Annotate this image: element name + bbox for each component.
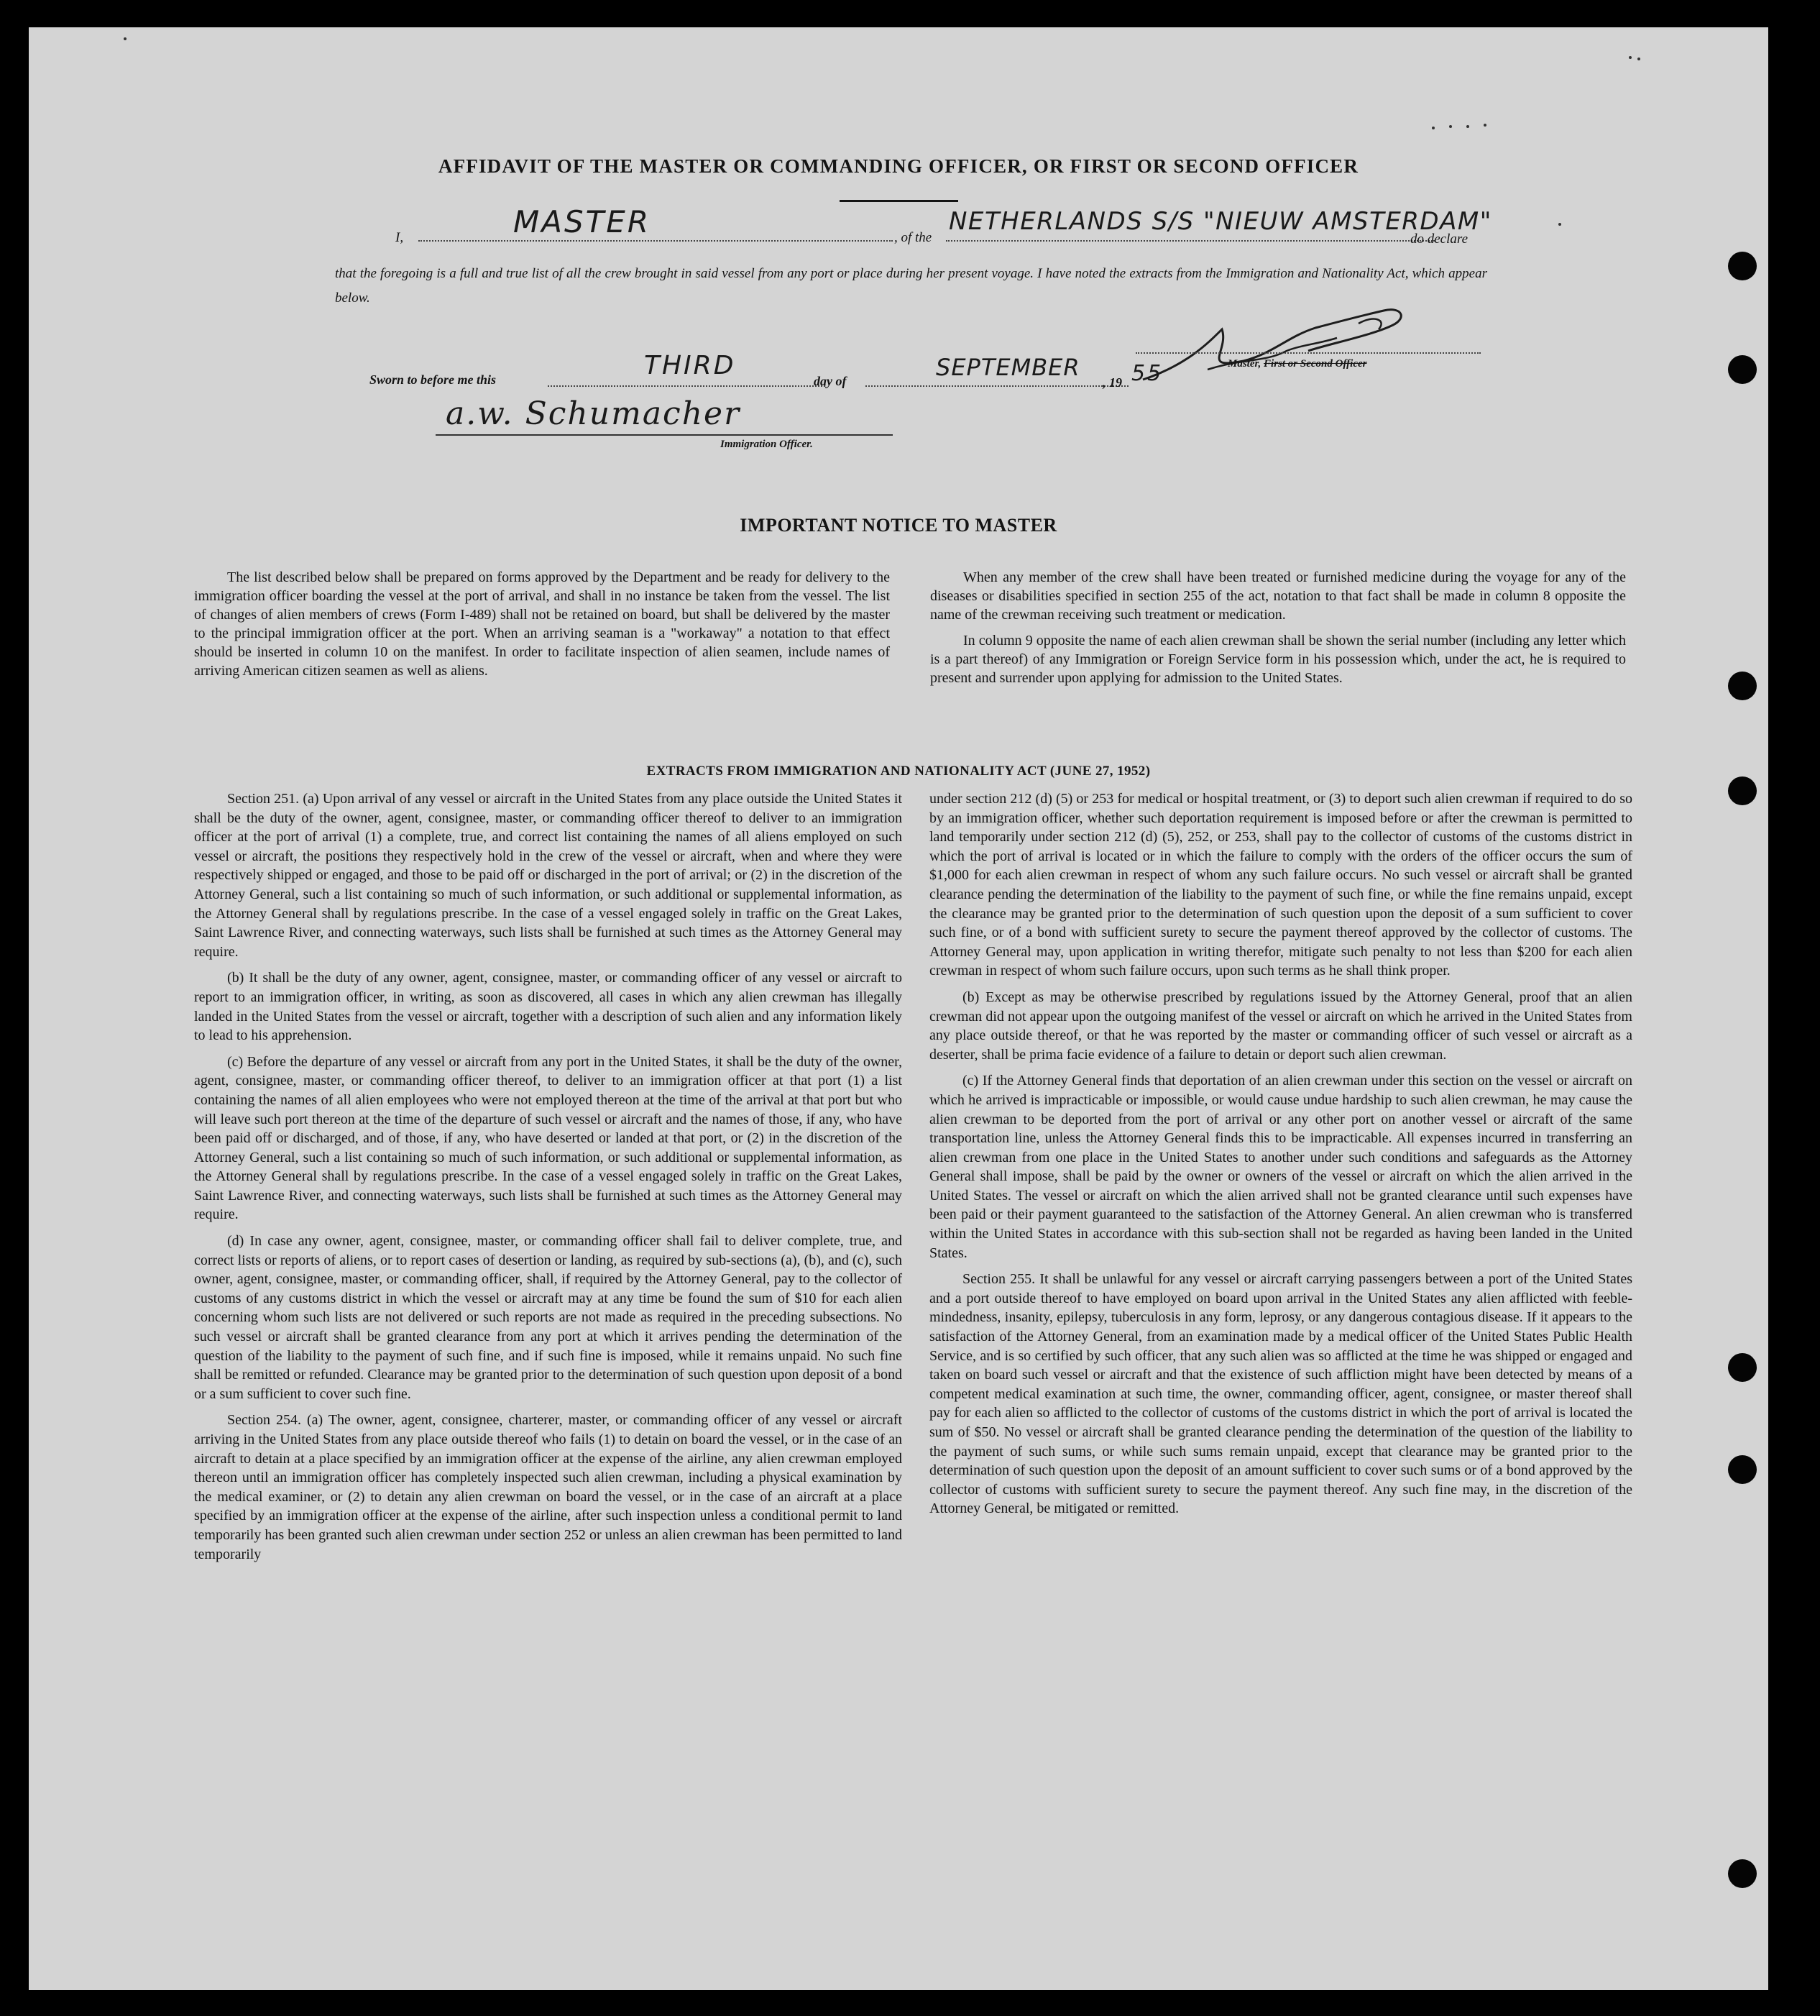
act-left-column: [194, 789, 902, 1571]
master-fill-line: [1136, 352, 1481, 354]
act-paragraph: (c) If the Attorney General finds that deportation of an alien crewman under this section on the vessel or aircraft on which he arrived is impracticable or impossible, or would cause undue hardship to such alien crewman, he may cause the alien crewman to be deported from the port of arrival or any other port on another vessel or aircraft of the same transportation line, unless the Attorney General finds this to be impracticable. All expenses incurred in transferring an alien crewman from one place in the United States to another under such conditions and safeguards as the Attorney General shall impose, shall be paid by the owner or owners of the vessel or aircraft on which the alien arrived in the United States. The vessel or aircraft on which the alien arrived shall not be granted clearance until such expenses have been paid or their payment guaranteed to the satisfaction of the Attorney General. An alien crewman who is transferred within the United States in accordance with this sub-section shall not be regarded as having been landed in the United States.: [929, 1073, 1632, 1261]
punch-hole: [1728, 1859, 1757, 1888]
act-paragraph: (b) Except as may be otherwise prescribed by regulations issued by the Attorney General, proof that an alien crewman did not appear upon the outgoing manifest of the vessel or aircraft on which he arrived in the United States from any place outside thereof, or that he was reported by the master or commanding officer of such vessel or aircraft as a deserter, shall be prima facie evidence of a failure to detain or deport such alien crewman.: [929, 989, 1632, 1063]
act-paragraph: (d) In case any owner, agent, consignee, master, or commanding officer shall fail to deliver complete, true, and correct lists or reports of aliens, or to report cases of desertion or landing, as required by sub-sections (a), (b), and (c), such owner, agent, consignee, master, or commanding officer, shall, if required by the Attorney General, pay to the collector of customs of any customs district in which the vessel or aircraft may at any time be found the sum of $10 for each alien concerning whom such lists are not delivered or such reports are not made as required in the preceding subsections. No such vessel or aircraft shall be granted clearance from any port at which it arrives pending the determination of the question of the liability to the payment of such fine, and if such fine is imposed, while it remains unpaid. No such fine shall be remitted or refunded. Clearance may be granted prior to the determination of such question upon deposit of a bond or a sum sufficient to cover such fine.: [194, 1233, 902, 1402]
day-of-label: day of: [814, 374, 847, 388]
title-rule: [840, 200, 958, 202]
sworn-label: Sworn to before me this: [369, 372, 497, 387]
master-caption-label: Master,: [1228, 358, 1261, 370]
punch-hole: [1728, 672, 1757, 700]
speck: [1449, 125, 1452, 128]
act-paragraph: under section 212 (d) (5) or 253 for medical or hospital treatment, or (3) to deport such alien crewman if required to do so by an immigration officer, whether such deportation requirement is imposed before or after the crewman is permitted to land temporarily under section 212 (d) (5), 252, or 253, shall pay to the collector of customs of the customs district in which the port of arrival is located or in which the failure to comply with the orders of the officer occurs the sum of $1,000 for each alien crewman in respect of whom any such failure occurs. No such vessel or aircraft shall be granted clearance pending the determination of the liability to the payment of such fine, or while the fine remains unpaid, except the clearance may be granted prior to the determination of such question upon the deposit of a sum sufficient to cover such fine, or of a bond with sufficient surety to secure the payment thereof approved by the collector of customs. The Attorney General may, upon application in writing therefor, mitigate such penalty to not less than $200 for each alien crewman in respect of whom such failure occurs, upon such terms as he shall think proper.: [929, 791, 1632, 979]
vessel-value: NETHERLANDS S/S "NIEUW AMSTERDAM": [949, 207, 1492, 236]
month-value: SEPTEMBER: [936, 354, 1080, 381]
officer-signature: a.w. Schumacher: [446, 395, 741, 432]
speck: [1629, 56, 1632, 59]
affidavit-title: AFFIDAVIT OF THE MASTER OR COMMANDING OFFICER, OR FIRST OR SECOND OFFICER: [438, 155, 1359, 177]
master-caption-struck: First or Second Officer: [1264, 358, 1367, 370]
vessel-fill-line: [946, 240, 1435, 242]
document-page: [29, 27, 1768, 1990]
notice-paragraph: The list described below shall be prepared on forms approved by the Department and be ready for delivery to the immigration officer boarding the vessel at the port of arrival, and shall in no instance be taken from the vessel. The list of changes of alien members of crews (Form I-489) shall not be retained on board, but shall be delivered by the master to the principal immigration officer at the port. When an arriving seaman is a "workaway" a notation to that effect should be inserted in column 10 on the manifest. In order to facilitate inspection of alien seamen, include names of arriving American citizen seamen as well as aliens.: [194, 569, 890, 679]
speck: [1484, 124, 1486, 127]
of-the-label: , of the: [894, 230, 932, 245]
notice-left-column: [194, 568, 890, 687]
declaration-text: that the foregoing is a full and true list of all the crew brought in said vessel from any port or place during her present voyage. I have noted the extracts from the Immigration and Nationality Act, which appear below.: [335, 266, 1487, 306]
punch-hole: [1728, 252, 1757, 280]
notice-paragraph: When any member of the crew shall have been treated or furnished medicine during the voyage for any of the diseases or disabilities specified in section 255 of the act, notation to that fact shall be made in column 8 opposite the name of the crewman receiving such treatment or medication.: [930, 569, 1626, 623]
officer-fill-line: [436, 434, 893, 436]
speck: [1558, 223, 1561, 226]
day-value: THIRD: [644, 351, 736, 380]
declare-label: do declare: [1410, 232, 1469, 247]
act-paragraph: Section 254. (a) The owner, agent, consignee, charterer, master, or commanding officer of any vessel or aircraft arriving in the United States from any place outside thereof who fails (1) to detain on board the vessel, or in the case of an aircraft to detain at a place specified by an immigration officer at the expense of the airline, any alien crewman employed thereon until an immigration officer has completely inspected such alien crewman, including a physical examination by the medical examiner, or (2) to detain any alien crewman on board the vessel, or in the case of an aircraft at a place specified by an immigration officer at the expense of the airline, after such inspection unless a conditional permit to land temporarily has been granted such alien crewman under section 252 or unless an alien crewman has been permitted to land temporarily: [194, 1412, 902, 1562]
punch-hole: [1728, 1353, 1757, 1382]
i-label: I,: [395, 230, 404, 245]
act-paragraph: Section 251. (a) Upon arrival of any vessel or aircraft in the United States from any place outside the United States it shall be the duty of the owner, agent, consignee, master, or commanding officer thereof to deliver to an immigration officer at the port of arrival (1) a complete, true, and correct list containing the names of all aliens employed on such vessel or aircraft, the positions they respectively hold in the crew of the vessel or aircraft, when and where they were respectively shipped or engaged, and those to be paid off or discharged in the port of arrival; or (2) in the discretion of the Attorney General, such a list containing so much of such information, or such additional or supplemental information, as the Attorney General shall by regulations prescribe. In the case of a vessel engaged solely in traffic on the Great Lakes, Saint Lawrence River, and connecting waterways, such lists shall be furnished at such times as the Attorney General may require.: [194, 791, 902, 960]
month-fill-line: [865, 385, 1129, 387]
notice-right-column: [930, 568, 1626, 695]
extracts-title: EXTRACTS FROM IMMIGRATION AND NATIONALITY ACT (JUNE 27, 1952): [646, 764, 1151, 779]
act-paragraph: Section 255. It shall be unlawful for any vessel or aircraft carrying passengers between a port of the United States and a port outside thereof to have employed on board upon arrival in the United States any alien afflicted with feeble-mindedness, insanity, epilepsy, tuberculosis in any form, leprosy, or any dangerous contagious disease. If it appears to the satisfaction of the Attorney General, from an examination made by a medical officer of the United States Public Health Service, and is so certified by such officer, that any such alien was so afflicted at the time he was shipped or engaged and taken on board such vessel or aircraft and that the existence of such affliction might have been detected by means of a competent medical examination at such time, the owner, commanding officer, agent, consignee, or master thereof shall pay for each alien so afflicted to the collector of customs of the customs district in which the port of arrival is located the sum of $50. No vessel or aircraft shall be granted clearance pending the determination of the question of the liability to the payment of such sums, or while such sums remain unpaid, except that clearance may be granted prior to the determination of such question upon the deposit of an amount sufficient to cover such sums or of a bond approved by the collector of customs with sufficient surety to secure the payment thereof. Any such fine may, in the discretion of the Attorney General, be mitigated or remitted.: [929, 1271, 1632, 1517]
act-right-column: [929, 789, 1632, 1526]
notice-title: IMPORTANT NOTICE TO MASTER: [740, 515, 1057, 536]
speck: [1432, 127, 1435, 129]
speck: [1637, 58, 1640, 60]
year-value: 55: [1131, 361, 1164, 386]
speck: [1466, 125, 1469, 128]
year-prefix: , 19: [1103, 375, 1122, 390]
master-caption: [1228, 358, 1367, 370]
notice-paragraph: In column 9 opposite the name of each alien crewman shall be shown the serial number (including any letter which is a part thereof) of any Immigration or Foreign Service form in his possession which, under the act, he is required to present and surrender upon applying for admission to the United States.: [930, 633, 1626, 686]
punch-hole: [1728, 355, 1757, 384]
officer-caption: Immigration Officer.: [720, 439, 813, 450]
act-paragraph: (b) It shall be the duty of any owner, agent, consignee, master, or commanding officer of any vessel or aircraft to report to an immigration officer, in writing, as soon as discovered, all cases in which any alien crewman has illegally landed in the United States from the vessel or aircraft, together with a description of such alien and any information likely to lead to his apprehension.: [194, 970, 902, 1044]
day-fill-line: [548, 385, 825, 387]
act-paragraph: (c) Before the departure of any vessel or aircraft from any port in the United States, it shall be the duty of the owner, agent, consignee, master, or commanding officer thereof, to deliver to an immigration officer at that port (1) a list containing the names of all alien employees who were not employed thereon at the time of the arrival at that port but who will leave such port thereon at the time of the departure of such vessel or aircraft and the names of those, if any, who have been paid off or discharged, and of those, if any, who have deserted or landed at that port, or (2) in the discretion of the Attorney General, such a list containing so much of such information, or such additional or supplemental information, as the Attorney General shall by regulations prescribe. In the case of a vessel engaged solely in traffic on the Great Lakes, Saint Lawrence River, and connecting waterways, such lists shall be furnished at such times as the Attorney General may require.: [194, 1053, 902, 1223]
i-fill-line: [418, 240, 893, 242]
punch-hole: [1728, 1455, 1757, 1484]
punch-hole: [1728, 776, 1757, 805]
i-value: MASTER: [513, 204, 651, 239]
speck: [124, 37, 127, 40]
